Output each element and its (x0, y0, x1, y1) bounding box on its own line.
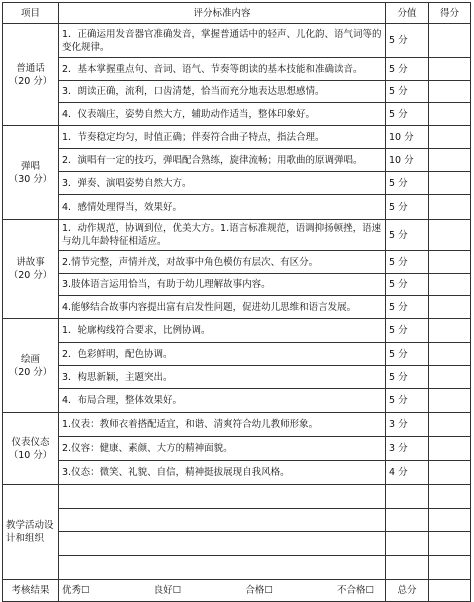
points-blank (386, 485, 429, 509)
table-row (3, 81, 471, 103)
criterion-blank (59, 509, 386, 532)
table-row (3, 126, 471, 149)
table-row (3, 149, 471, 172)
table-row (3, 461, 471, 485)
criterion-points: 3 分 (386, 413, 429, 437)
section-total: （10 分） (8, 449, 53, 461)
score-cell[interactable] (429, 413, 471, 437)
table-row (3, 366, 471, 389)
table-row (3, 413, 471, 437)
score-cell[interactable] (429, 437, 471, 461)
criterion-text: 1.仪表：教师衣着搭配适宜，和谐、清爽符合幼儿教师形象。 (59, 413, 386, 437)
score-cell[interactable] (429, 24, 471, 58)
criterion-text: 3．构思新颖，主题突出。 (59, 366, 386, 389)
scoring-table (2, 2, 471, 602)
table-row (3, 485, 471, 509)
criterion-points: 5 分 (386, 343, 429, 366)
table-row (3, 220, 471, 251)
criterion-points: 5 分 (386, 103, 429, 126)
section-jianggushi (3, 220, 59, 319)
table-row (3, 296, 471, 319)
points-blank (386, 509, 429, 532)
result-option-pass[interactable]: 合格☐ (245, 585, 273, 596)
criterion-text: 4．感情处理得当，效果好。 (59, 195, 386, 220)
criterion-points: 5 分 (386, 389, 429, 413)
section-name: 弹唱 (20, 160, 40, 172)
section-name: 仪表仪态 (11, 436, 50, 448)
criterion-points: 5 分 (386, 296, 429, 319)
section-activity: 教学活动设计和组织 (3, 485, 59, 580)
score-cell[interactable] (429, 195, 471, 220)
section-name: 讲故事 (16, 257, 45, 268)
criterion-points: 5 分 (386, 319, 429, 343)
section-name: 绘画 (20, 353, 40, 365)
score-cell[interactable] (429, 366, 471, 389)
criterion-points: 5 分 (386, 81, 429, 103)
table-row (3, 274, 471, 296)
result-option-good[interactable]: 良好☐ (153, 585, 182, 596)
points-blank (386, 532, 429, 556)
criterion-points: 5 分 (386, 172, 429, 195)
criterion-text: 3.肢体语言运用恰当，有助于幼儿理解故事内容。 (59, 274, 386, 296)
header-criteria: 评分标准内容 (59, 3, 386, 24)
score-cell[interactable] (429, 343, 471, 366)
total-label: 总分 (386, 580, 429, 602)
criterion-blank (59, 556, 386, 580)
criterion-points: 5 分 (386, 366, 429, 389)
table-row (3, 195, 471, 220)
points-blank (386, 556, 429, 580)
score-cell[interactable] (429, 532, 471, 556)
table-row (3, 509, 471, 532)
criterion-text: 1．轮廓构线符合要求，比例协调。 (59, 319, 386, 343)
criterion-text: 2.仪容：健康、素颜、大方的精神面貌。 (59, 437, 386, 461)
table-row (3, 24, 471, 58)
criterion-points: 5 分 (386, 274, 429, 296)
table-row (3, 58, 471, 81)
table-row (3, 319, 471, 343)
score-cell[interactable] (429, 149, 471, 172)
result-option-excellent[interactable]: 优秀☐ (62, 585, 90, 596)
table-row (3, 556, 471, 580)
criterion-points: 5 分 (386, 251, 429, 274)
header-row (3, 3, 471, 24)
section-total: （20 分） (8, 75, 53, 87)
table-row (3, 532, 471, 556)
section-total: （30 分） (8, 173, 53, 185)
criterion-points: 5 分 (386, 220, 429, 251)
criterion-text: 1．节奏稳定均匀，时值正确；伴奏符合曲子特点，指法合理。 (59, 126, 386, 149)
score-cell[interactable] (429, 220, 471, 251)
section-putonghua (3, 24, 59, 126)
result-label: 考核结果 (3, 580, 59, 602)
score-cell[interactable] (429, 296, 471, 319)
criterion-text: 1．动作规范，协调到位，优美大方。1.语言标准规范，语调抑扬顿挫，语速与幼儿年龄特征相适应。 (59, 220, 386, 251)
criterion-points: 10 分 (386, 149, 429, 172)
criterion-text: 2．基本掌握重点句、音词、语气、节奏等朗读的基本技能和准确读音。 (59, 58, 386, 81)
score-cell[interactable] (429, 251, 471, 274)
table-row (3, 172, 471, 195)
header-score: 得分 (429, 3, 471, 24)
criterion-text: 1．正确运用发音器官准确发音，掌握普通话中的轻声、儿化韵、语气词等的变化规律。 (59, 24, 386, 58)
criterion-blank (59, 485, 386, 509)
table-row (3, 437, 471, 461)
criterion-text: 2．演唱有一定的技巧，弹唱配合熟练，旋律流畅；用歌曲的原调弹唱。 (59, 149, 386, 172)
section-total: （20 分） (8, 366, 53, 378)
score-cell[interactable] (429, 485, 471, 509)
score-cell[interactable] (429, 319, 471, 343)
criterion-points: 10 分 (386, 126, 429, 149)
section-name: 普通话 (16, 62, 45, 74)
criterion-text: 3．朗读正确，流利，口齿清楚，恰当而充分地表达思想感情。 (59, 81, 386, 103)
score-cell[interactable] (429, 58, 471, 81)
criterion-text: 3．弹奏、演唱姿势自然大方。 (59, 172, 386, 195)
header-points: 分值 (386, 3, 429, 24)
score-cell[interactable] (429, 126, 471, 149)
criterion-text: 3.仪态：微笑、礼貌、自信，精神挺拔展现自我风格。 (59, 461, 386, 485)
section-huihua (3, 319, 59, 413)
score-cell[interactable] (429, 461, 471, 485)
table-row (3, 103, 471, 126)
result-option-fail[interactable]: 不合格☐ (336, 585, 374, 596)
criterion-points: 5 分 (386, 24, 429, 58)
section-tanchang (3, 126, 59, 220)
score-cell[interactable] (429, 81, 471, 103)
score-cell[interactable] (429, 556, 471, 580)
total-score-cell[interactable] (429, 580, 471, 602)
criterion-blank (59, 532, 386, 556)
criterion-points: 3 分 (386, 437, 429, 461)
criterion-points: 5 分 (386, 195, 429, 220)
table-row (3, 389, 471, 413)
criterion-text: 4.能够结合故事内容提出富有启发性问题，促进幼儿思维和语言发展。 (59, 296, 386, 319)
score-cell[interactable] (429, 103, 471, 126)
score-cell[interactable] (429, 509, 471, 532)
criterion-text: 4．仪表端庄，姿势自然大方，辅助动作适当，整体印象好。 (59, 103, 386, 126)
table-row (3, 343, 471, 366)
result-options (59, 580, 386, 602)
criterion-text: 2.情节完整，声情并茂，对故事中角色模仿有层次、有区分。 (59, 251, 386, 274)
score-cell[interactable] (429, 274, 471, 296)
score-cell[interactable] (429, 172, 471, 195)
criterion-text: 4．布局合理，整体效果好。 (59, 389, 386, 413)
criterion-points: 5 分 (386, 58, 429, 81)
section-total: （20 分） (8, 270, 53, 281)
result-row (3, 580, 471, 602)
criterion-points: 4 分 (386, 461, 429, 485)
header-category: 项目 (3, 3, 59, 24)
criterion-text: 2．色彩鲜明，配色协调。 (59, 343, 386, 366)
score-cell[interactable] (429, 389, 471, 413)
table-row (3, 251, 471, 274)
section-yibiao (3, 413, 59, 485)
